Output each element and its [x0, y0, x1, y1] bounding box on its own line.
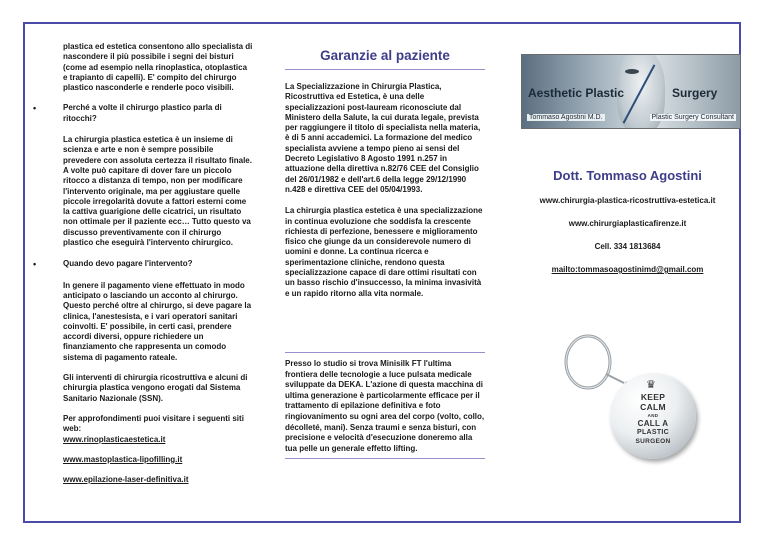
- badge-line-5: PLASTIC: [636, 429, 670, 436]
- ssn-paragraph: Gli interventi di chirurgia ricostruttiva e alcuni di chirurgia plastica vengono erogati dal Sistema Sanitario Nazionale (SSN).: [63, 373, 248, 403]
- badge-line-6: SURGEON: [635, 438, 671, 445]
- email-link[interactable]: mailto:tommasoagostinimd@gmail.com: [551, 265, 704, 274]
- logo-role: Plastic Surgery Consultant: [651, 114, 734, 121]
- intro-paragraph: plastica ed estetica consentono allo specialista di nascondere il più possibile i segni dei bisturi (come ad esempio nella rinoplastica, otoplastica e trapianto di capelli). E' compito del chirurgo plastico nasconderle e renderle poco visibili.: [63, 42, 253, 93]
- badge-line-1: KEEP: [640, 392, 666, 402]
- faq-question-pagamento: • Quando devo pagare l'intervento?: [63, 259, 253, 269]
- more-info-text: Per approfondimenti puoi visitare i seguenti siti web:: [63, 413, 244, 434]
- logo-title-surgery: Surgery: [672, 86, 718, 100]
- evolution-paragraph: La chirurgia plastica estetica è una specializzazione in continua evoluzione che soddisfa la crescente richiesta di perfezione, benessere e miglioramento fisico che giunge da un considerevole numero di uomini e donne. La continua ricerca e sperimentazione cliniche, rendono questa specializzazione capace di dare ottimi risultati con un basso rischio d'insuccesso, la minima invasività e un rapido ritorno alla vita normale.: [285, 206, 483, 298]
- specialization-paragraph: La Specializzazione in Chirurgia Plastica, Ricostruttiva ed Estetica, è una delle specializzazioni post-lauream riconosciute dal Ministero della Salute, la cui durata legale, prevista per raggiungere il titolo di specialista nella materia, è di 5 anni accademici. La formazione del medico specialista avviene a tempo pieno ai sensi del Decreto Legislativo 8 Agosto 1991 n.257 in attuazione della direttiva n.82/76 CEE del Consiglio del 26/01/1982 e dell'art.6 della legge 29/12/1990 n.428 e direttiva CEE del 05/04/1993.: [285, 82, 481, 194]
- badge-line-3: AND: [647, 413, 659, 418]
- phone-number: Cell. 334 1813684: [594, 242, 661, 251]
- faq-question-ritocchi: • Perché a volte il chirurgo plastico parla di ritocchi?: [63, 103, 253, 124]
- logo-doctor-name: Tommaso Agostini M.D.: [529, 114, 603, 121]
- doctor-name: Dott. Tommaso Agostini: [553, 168, 702, 183]
- website-1[interactable]: www.chirurgia-plastica-ricostruttiva-estetica.it: [539, 196, 716, 205]
- heading-rule: [285, 69, 485, 70]
- badge-line-4: CALL A: [637, 419, 669, 428]
- faq-answer-pagamento: In genere il pagamento viene effettuato in modo anticipato o lasciando un acconto al chirurgo. Questo perché oltre al chirurgo, si deve pagare la clinica, l'anestesista, e i vari operatori sanitari coinvolti. E' possibile, in certi casi, prendere accordi diversi, oppure richiedere un finanziamento che rappresenta un comodo sistema di pagamento rateale.: [63, 280, 252, 362]
- box-top-rule: [285, 352, 485, 353]
- minisilk-paragraph: Presso lo studio si trova Minisilk FT l'ultima frontiera delle tecnologie a luce pulsata medicale sviluppate da DEKA. L'azione di questa macchina di ultima generazione è particolarmente efficace per il trattamento di epilazione definitiva e foto ringiovanimento su ogni area del corpo (volto, collo, décolleté, mani). Senza traumi e senza bisturi, con precisione e velocità d'esecuzione doneremo alla tua pelle un generale effetto lifting.: [285, 358, 485, 453]
- face-eye: [625, 69, 639, 74]
- link-rinoplastica[interactable]: www.rinoplasticaestetica.it: [63, 434, 166, 444]
- left-column: [63, 42, 253, 485]
- crown-icon: ♛: [646, 379, 656, 391]
- section-heading: Garanzie al paziente: [320, 48, 450, 63]
- faq-answer-ritocchi: La chirurgia plastica estetica è un insieme di scienza e arte e non è sempre possibile prevedere con assoluta certezza il risultato finale. A volte può capitare di dover fare un piccolo ritocco a distanza di tempo, non per modificare l'intervento originale, ma per aggiustare quelle piccole irregolarità dovute a fattori esterni come la cattiva guarigione delle cicatrici, un risultato non ottimale per il paziente ecc… Tutto questo va discusso preventivamente con il chirurgo plastico che eseguirà l'intervento chirurgico.: [63, 135, 252, 248]
- middle-column: [285, 48, 485, 459]
- logo-title: Aesthetic Plastic: [528, 86, 625, 100]
- badge-line-2: CALM: [640, 402, 666, 412]
- keep-calm-badge: [610, 373, 696, 459]
- link-epilazione[interactable]: www.epilazione-laser-definitiva.it: [63, 475, 189, 485]
- website-2[interactable]: www.chirurgiaplasticafirenze.it: [568, 219, 687, 228]
- clinic-logo: [521, 54, 741, 129]
- box-bottom-rule: [285, 458, 485, 459]
- link-mastoplastica[interactable]: www.mastoplastica-lipofilling.it: [63, 454, 183, 464]
